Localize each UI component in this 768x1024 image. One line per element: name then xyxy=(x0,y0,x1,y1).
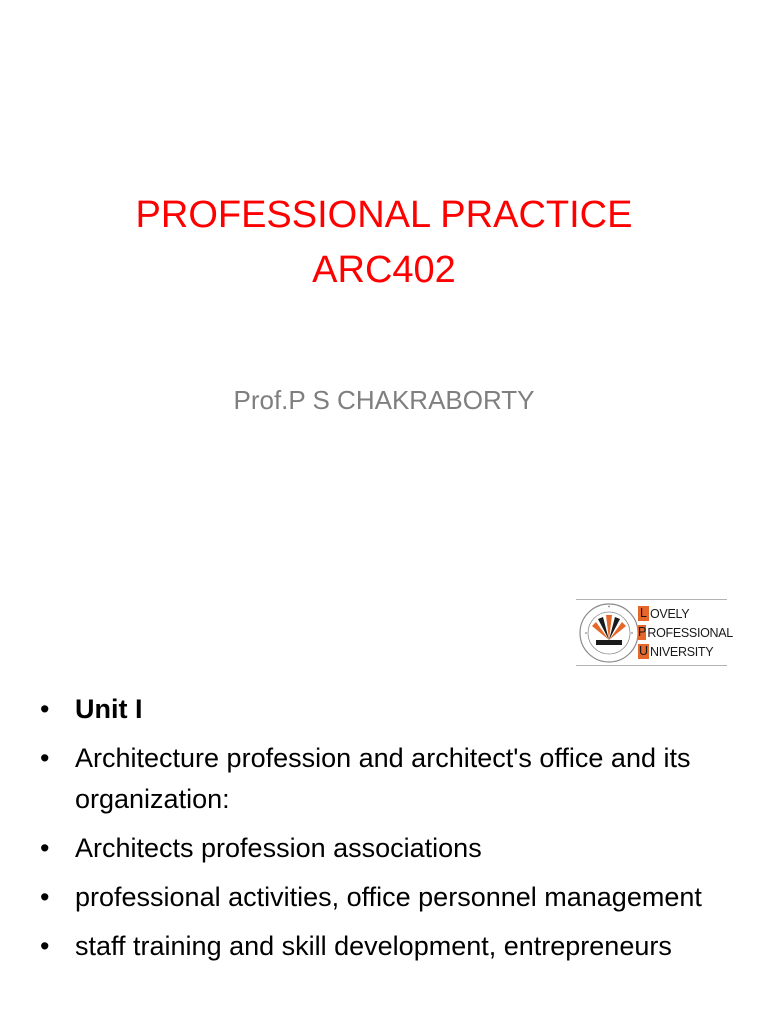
logo-letter-p: P xyxy=(638,625,647,639)
logo-row-university xyxy=(638,642,726,661)
slide-subtitle: Prof.P S CHAKRABORTY xyxy=(233,385,535,415)
logo-letter-l: L xyxy=(638,606,649,621)
bullet-text: staff training and skill development, entrepreneurs xyxy=(75,931,672,961)
list-item xyxy=(40,926,740,967)
logo-word-university: NIVERSITY xyxy=(650,644,714,659)
list-item xyxy=(40,738,740,820)
bullet-text: Unit I xyxy=(75,694,143,724)
list-item xyxy=(40,828,740,869)
university-logo xyxy=(576,599,733,666)
logo-word-lovely: OVELY xyxy=(650,606,690,621)
bullet-list xyxy=(40,689,740,975)
title-line-1: PROFESSIONAL PRACTICE xyxy=(135,194,633,236)
bullet-icon: • xyxy=(40,882,50,912)
list-item xyxy=(40,877,740,918)
bullet-text: Architects profession associations xyxy=(75,833,482,863)
bullet-icon: • xyxy=(40,833,50,863)
bullet-icon: • xyxy=(40,694,50,724)
slide-title xyxy=(0,188,768,298)
bullet-text: Architecture profession and architect's office and its organization: xyxy=(75,743,691,814)
list-item xyxy=(40,689,740,730)
bullet-icon: • xyxy=(40,743,50,773)
bullet-icon: • xyxy=(40,931,50,961)
logo-row-lovely xyxy=(638,604,726,623)
logo-row-professional xyxy=(638,623,733,642)
logo-wordmark xyxy=(638,604,733,661)
logo-word-professional: ROFESSIONAL xyxy=(647,625,733,640)
university-seal-icon xyxy=(578,602,640,664)
bullet-text: professional activities, office personnel management xyxy=(75,882,702,912)
title-line-2: ARC402 xyxy=(312,249,456,291)
logo-letter-u: U xyxy=(638,644,649,658)
